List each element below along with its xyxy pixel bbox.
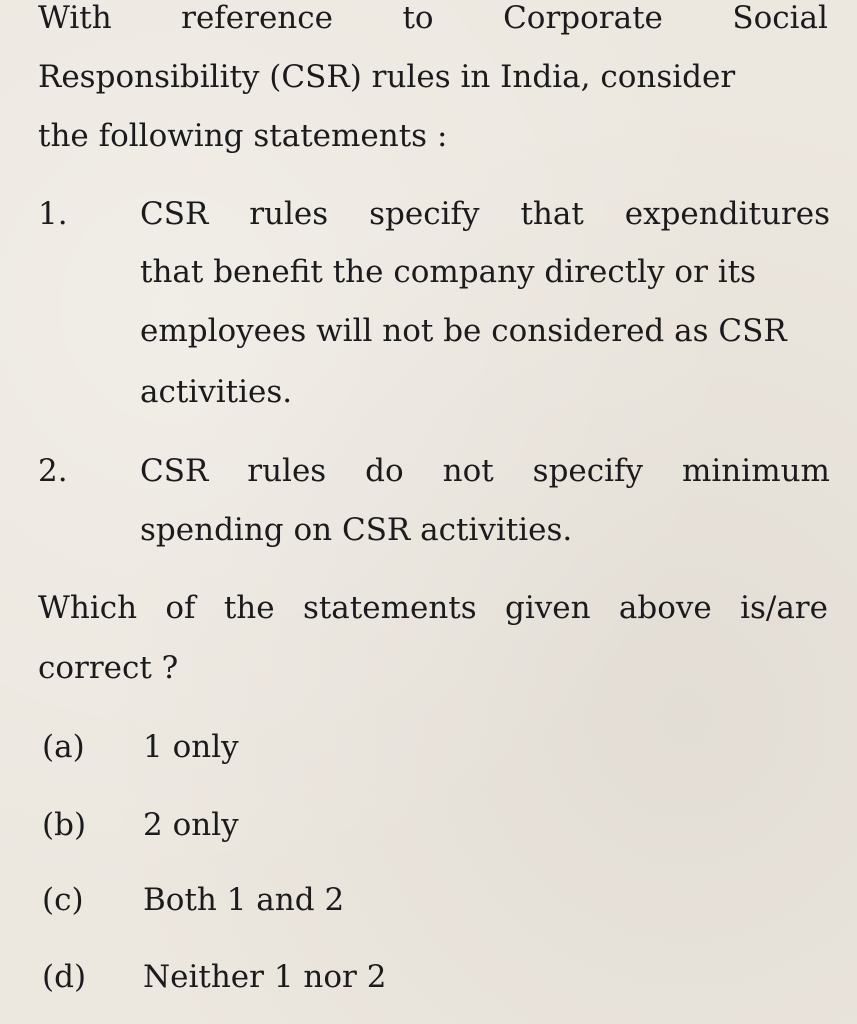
option-d-text: Neither 1 nor 2 [143, 959, 387, 995]
prompt-line-2: correct ? [38, 650, 179, 686]
option-a-label: (a) [42, 729, 85, 765]
intro-line-3: the following statements : [38, 118, 448, 154]
word: Which [38, 590, 138, 626]
word: that [520, 196, 584, 232]
statement-1-line-2: that benefit the company directly or its [140, 254, 757, 290]
word: rules [249, 196, 329, 232]
option-b-label: (b) [42, 807, 87, 843]
word: to [402, 0, 434, 36]
option-a-text: 1 only [143, 729, 239, 765]
word: minimum [682, 453, 830, 489]
intro-line-2: Responsibility (CSR) rules in India, consider [38, 59, 736, 95]
statement-2-line-2: spending on CSR activities. [140, 512, 573, 548]
word: Corporate [503, 0, 663, 36]
statement-2-line-1 [140, 451, 830, 491]
word: specify [532, 453, 644, 489]
word: reference [181, 0, 333, 36]
word: is/are [740, 590, 828, 626]
word: CSR [140, 453, 209, 489]
statement-1-line-1 [140, 194, 830, 234]
option-c-label: (c) [42, 882, 84, 918]
word: Social [732, 0, 828, 36]
word: the [223, 590, 275, 626]
statement-1-line-4: activities. [140, 374, 293, 410]
statement-1-number: 1. [38, 196, 68, 232]
option-b-text: 2 only [143, 807, 239, 843]
statement-1-line-3: employees will not be considered as CSR [140, 313, 787, 349]
prompt-line-1 [38, 588, 828, 628]
word: rules [247, 453, 327, 489]
word: above [618, 590, 712, 626]
word: statements [302, 590, 477, 626]
word: With [38, 0, 112, 36]
statement-2-number: 2. [38, 453, 68, 489]
word: CSR [140, 196, 209, 232]
word: of [165, 590, 196, 626]
word: do [365, 453, 404, 489]
word: expenditures [624, 196, 830, 232]
word: given [504, 590, 591, 626]
intro-line-1 [38, 0, 828, 38]
word: specify [369, 196, 480, 232]
option-d-label: (d) [42, 959, 87, 995]
option-c-text: Both 1 and 2 [143, 882, 345, 918]
word: not [442, 453, 494, 489]
